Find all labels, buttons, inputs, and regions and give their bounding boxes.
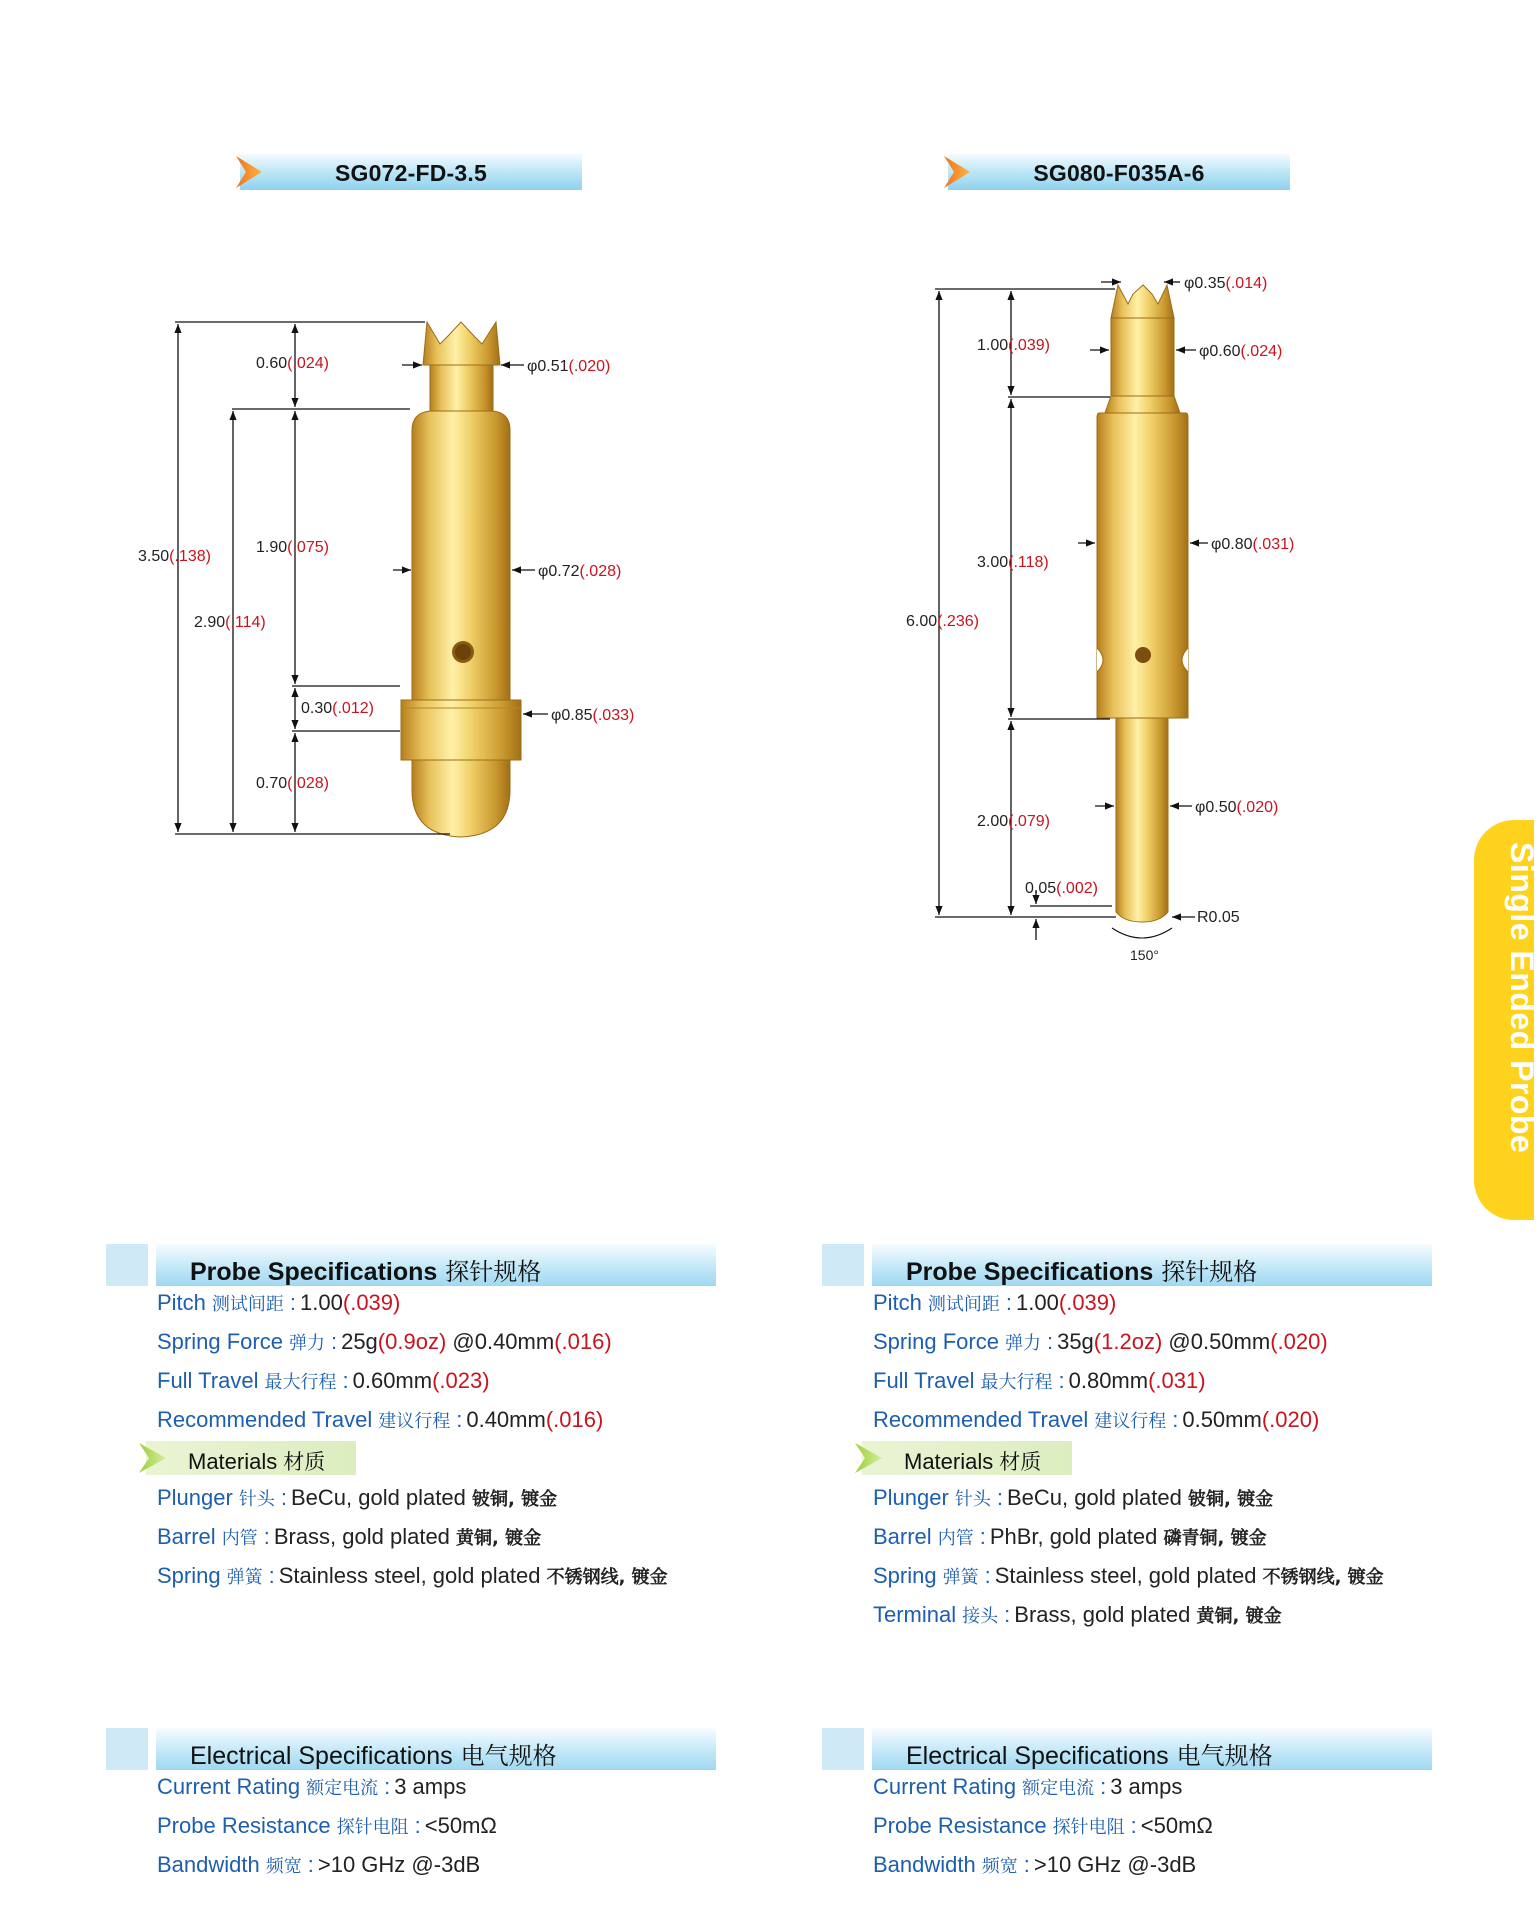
probe1-dim-label: 0.70(.028): [256, 775, 329, 792]
probe1-dim-label: 3.50(.138): [138, 548, 211, 565]
probe1-dim-label: 1.90(.075): [256, 539, 329, 556]
side-tab-label: Single Ended Probe: [1504, 842, 1540, 1154]
probe2-angle-label: 150°: [1130, 947, 1159, 963]
probe1-diameter-label: φ0.85(.033): [551, 707, 635, 724]
chevron-right-icon: [852, 1441, 886, 1475]
probe2-electrical-header: Electrical Specifications 电气规格: [822, 1728, 1432, 1770]
probe1-dim-label: 0.30(.012): [301, 700, 374, 717]
probe2-material-plunger: Plunger 针头 : BeCu, gold plated 铍铜, 镀金: [873, 1485, 1274, 1510]
probe2-probe-resistance: Probe Resistance 探针电阻 : <50mΩ: [873, 1813, 1213, 1838]
probe1-dim-label: 0.60(.024): [256, 355, 329, 372]
probe2-dim-label: 1.00(.039): [977, 337, 1050, 354]
probe2-spec-header: Probe Specifications 探针规格: [822, 1244, 1432, 1286]
probe1-electrical-header: Electrical Specifications 电气规格: [106, 1728, 716, 1770]
probe2-pitch-line: Pitch 测试间距 : 1.00(.039): [873, 1290, 1117, 1315]
probe2-diameter-label: φ0.80(.031): [1211, 536, 1295, 553]
probe2-bandwidth: Bandwidth 频宽 : >10 GHz @-3dB: [873, 1852, 1197, 1877]
chevron-right-icon: [136, 1441, 170, 1475]
probe2-radius-label: R0.05: [1197, 909, 1240, 926]
probe1-bandwidth: Bandwidth 频宽 : >10 GHz @-3dB: [157, 1852, 481, 1877]
probe2-diameter-label: φ0.35(.014): [1184, 275, 1268, 292]
probe1-drawing: [0, 0, 760, 900]
probe1-pitch-line: Pitch 测试间距 : 1.00(.039): [157, 1290, 401, 1315]
probe2-materials-header: Materials 材质: [862, 1441, 1077, 1475]
probe1-materials-header: Materials 材质: [146, 1441, 361, 1475]
probe2-dim-label: 3.00(.118): [977, 554, 1049, 571]
probe1-full-travel-line: Full Travel 最大行程 : 0.60mm(.023): [157, 1368, 490, 1393]
probe2-dim-label: 0.05(.002): [1025, 880, 1098, 897]
probe2-full-travel-line: Full Travel 最大行程 : 0.80mm(.031): [873, 1368, 1206, 1393]
probe1-diameter-label: φ0.51(.020): [527, 358, 611, 375]
probe2-spring-force-line: Spring Force 弹力 : 35g(1.2oz) @0.50mm(.020): [873, 1329, 1328, 1354]
probe2-material-terminal: Terminal 接头 : Brass, gold plated 黄铜, 镀金: [873, 1602, 1282, 1627]
probe1-material-spring: Spring 弹簧 : Stainless steel, gold plated 不锈钢线, 镀金: [157, 1563, 668, 1588]
probe2-dim-label: 2.00(.079): [977, 813, 1050, 830]
probe2-material-spring: Spring 弹簧 : Stainless steel, gold plated 不锈钢线, 镀金: [873, 1563, 1384, 1588]
probe1-body: [401, 322, 521, 837]
probe1-spec-header: Probe Specifications 探针规格: [106, 1244, 716, 1286]
probe2-current-rating: Current Rating 额定电流 : 3 amps: [873, 1774, 1183, 1799]
probe1-spring-force-line: Spring Force 弹力 : 25g(0.9oz) @0.40mm(.016): [157, 1329, 612, 1354]
probe2-recommended-travel-line: Recommended Travel 建议行程 : 0.50mm(.020): [873, 1407, 1320, 1432]
probe2-diameter-label: φ0.50(.020): [1195, 799, 1279, 816]
probe2-diameter-label: φ0.60(.024): [1199, 343, 1283, 360]
probe1-current-rating: Current Rating 额定电流 : 3 amps: [157, 1774, 467, 1799]
probe2-model-title: SG080-F035A-6: [1033, 160, 1205, 186]
probe1-dim-label: 2.90(.114): [194, 614, 266, 631]
probe1-material-plunger: Plunger 针头 : BeCu, gold plated 铍铜, 镀金: [157, 1485, 558, 1510]
probe1-diameter-label: φ0.72(.028): [538, 563, 622, 580]
probe2-dim-label: 6.00(.236): [906, 613, 979, 630]
probe1-material-barrel: Barrel 内管 : Brass, gold plated 黄铜, 镀金: [157, 1524, 542, 1549]
probe1-recommended-travel-line: Recommended Travel 建议行程 : 0.40mm(.016): [157, 1407, 604, 1432]
probe1-model-title: SG072-FD-3.5: [335, 160, 487, 186]
probe2-body: [1097, 285, 1188, 922]
probe2-material-barrel: Barrel 内管 : PhBr, gold plated 磷青铜, 镀金: [873, 1524, 1267, 1549]
probe1-probe-resistance: Probe Resistance 探针电阻 : <50mΩ: [157, 1813, 497, 1838]
probe2-drawing: [760, 0, 1320, 963]
